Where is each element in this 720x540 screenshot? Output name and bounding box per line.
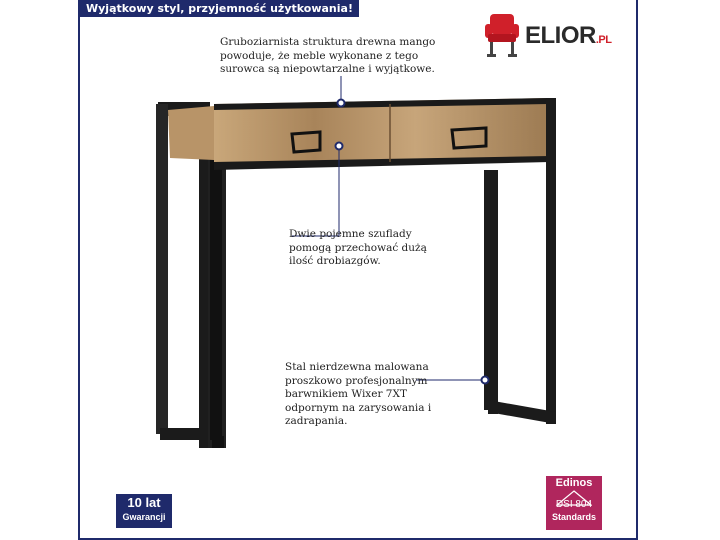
brand-name-text: ELIOR — [525, 22, 596, 49]
warranty-badge — [116, 494, 172, 528]
brand-name — [525, 22, 611, 50]
edinos-badge — [546, 476, 602, 530]
note-drawers: Dwie pojemne szuflady pomogą przechować dużą ilość drobiazgów. — [289, 228, 427, 267]
brand-suffix: .PL — [595, 34, 612, 46]
edinos-standard: Standards — [551, 512, 596, 522]
red-armchair-icon — [482, 12, 522, 58]
brand-logo[interactable] — [482, 12, 612, 60]
warranty-years: 10 lat — [127, 495, 161, 510]
content-frame — [78, 0, 638, 540]
note-wood-texture: Gruboziarnista struktura drewna mango powoduje, że meble wykonane z tego surowca są niepowtarzalne i wyjątkowe. — [220, 36, 436, 75]
warranty-word: Gwarancji — [122, 512, 166, 522]
edinos-title: Edinos — [555, 477, 593, 489]
slogan-banner: Wyjątkowy styl, przyjemność użytkowania! — [80, 0, 359, 17]
edinos-code: DSI 804 — [555, 499, 593, 510]
certificate-emblem-icon — [556, 490, 592, 506]
note-steel-frame: Stal nierdzewna malowana proszkowo profesjonalnym barwnikiem Wixer 7XT odpornym na zarysowania i zadrapania. — [285, 361, 432, 427]
